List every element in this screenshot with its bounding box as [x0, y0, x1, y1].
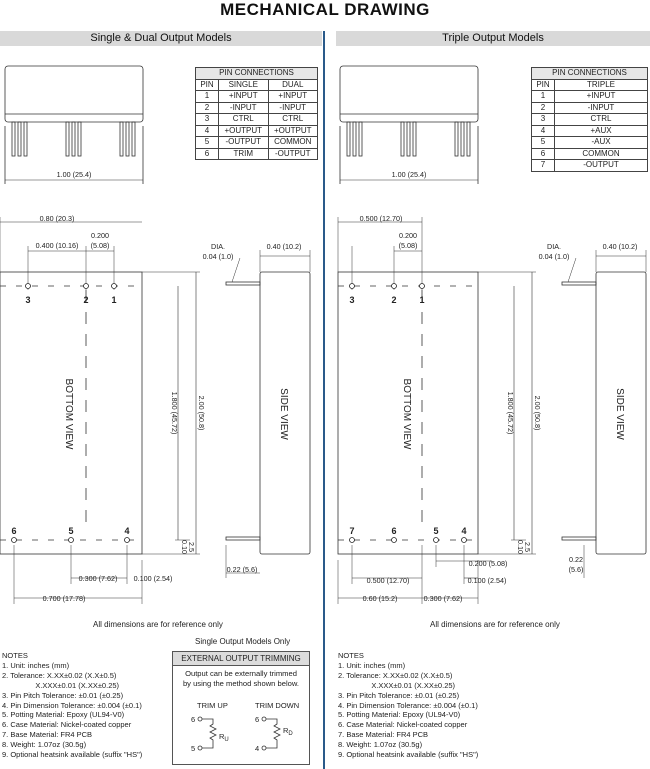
resistor-sub: D — [288, 731, 293, 737]
notes-title: NOTES — [2, 651, 28, 660]
resistor-sub: U — [224, 737, 229, 743]
reference-note: All dimensions are for reference only — [93, 620, 223, 629]
pin-hole — [392, 538, 397, 543]
note-line: 1. Unit: inches (mm) — [2, 660, 70, 670]
trim-up-label: TRIM UP — [197, 701, 228, 710]
cell: 4 — [532, 125, 555, 137]
terminal — [198, 746, 202, 750]
cell: -AUX — [555, 137, 648, 149]
pin — [413, 122, 416, 156]
trim-pin: 5 — [191, 744, 196, 753]
cell: +OUTPUT — [219, 125, 269, 137]
pin — [347, 122, 350, 156]
resistor-r: R — [283, 726, 289, 735]
note-line: 3. Pin Pitch Tolerance: ±0.01 (±0.25) — [338, 690, 460, 700]
dim-label: 0.40 (10.2) — [602, 242, 638, 251]
left-section-header: Single & Dual Output Models — [0, 31, 322, 46]
dim-label: 0.700 (17.78) — [42, 594, 86, 603]
bottom-view-label: BOTTOM VIEW — [63, 378, 74, 450]
dim-label: 0.300 (7.62) — [423, 594, 463, 603]
dim-label: (5.08) — [398, 241, 418, 250]
col-header: DUAL — [268, 79, 318, 91]
pin-number: 6 — [11, 526, 17, 536]
side-pin — [562, 282, 596, 285]
resistor-label — [283, 726, 293, 737]
col-header: PIN — [532, 79, 555, 91]
pin-number: 5 — [68, 526, 74, 536]
cell: CTRL — [555, 114, 648, 126]
trim-text-2: by using the method shown below. — [182, 679, 300, 688]
note-line: 2. Tolerance: X.XX±0.02 (X.X±0.5) — [2, 670, 117, 680]
dim-label: 0.100 (2.54) — [467, 576, 507, 585]
cell: 7 — [532, 160, 555, 172]
dim-label: 0.04 (1.0) — [538, 252, 570, 261]
pin — [461, 122, 464, 156]
cell: 4 — [196, 125, 219, 137]
dim-label: 0.300 (7.62) — [78, 574, 118, 583]
note-line: 4. Pin Dimension Tolerance: ±0.004 (±0.1) — [2, 700, 142, 710]
cell: 1 — [532, 91, 555, 103]
dim-label: DIA. — [547, 242, 561, 251]
resistor-ru — [202, 719, 216, 748]
note-line: 3. Pin Pitch Tolerance: ±0.01 (±0.25) — [2, 690, 124, 700]
resistor-label — [219, 732, 229, 743]
dim-label: 0.400 (10.16) — [35, 241, 79, 250]
dim-label: 0.40 (10.2) — [266, 242, 302, 251]
dim-label: 0.200 — [399, 231, 417, 240]
cell: 3 — [532, 114, 555, 126]
pin-number: 3 — [349, 295, 355, 305]
pin-hole — [392, 284, 397, 289]
trim-pin: 6 — [191, 715, 196, 724]
cell: -OUTPUT — [268, 148, 318, 160]
reference-note: All dimensions are for reference only — [430, 620, 560, 629]
cell: -INPUT — [268, 102, 318, 114]
notes-left — [2, 651, 142, 760]
note-line: 1. Unit: inches (mm) — [338, 660, 406, 670]
side-view-label: SIDE VIEW — [614, 388, 625, 440]
cell: -INPUT — [219, 102, 269, 114]
col-header: TRIPLE — [555, 79, 648, 91]
pin-number: 4 — [124, 526, 130, 536]
pin-number: 2 — [83, 295, 89, 305]
terminal — [198, 717, 202, 721]
col-header: SINGLE — [219, 79, 269, 91]
cell: 5 — [532, 137, 555, 149]
dim-label: 0.10 — [516, 540, 525, 554]
pin-hole — [350, 538, 355, 543]
side-pin — [562, 537, 596, 540]
cell: 2 — [532, 102, 555, 114]
note-line: 9. Optional heatsink available (suffix "HS") — [2, 750, 143, 760]
notes-title: NOTES — [338, 651, 364, 660]
cell: 5 — [196, 137, 219, 149]
cell: 2 — [196, 102, 219, 114]
dim-label: 0.500 (12.70) — [366, 576, 410, 585]
pin-hole — [462, 538, 467, 543]
pin-table-title: PIN CONNECTIONS — [532, 68, 648, 80]
note-line: 6. Case Material: Nickel-coated copper — [338, 720, 468, 730]
cell: +INPUT — [219, 91, 269, 103]
pin-hole — [434, 538, 439, 543]
trim-pin: 4 — [255, 744, 260, 753]
right-section-header: Triple Output Models — [336, 31, 650, 46]
dim-label: (5.6) — [568, 565, 584, 574]
pin — [455, 122, 458, 156]
trim-schematic — [173, 696, 309, 766]
pin-number: 1 — [111, 295, 117, 305]
dim-label: 1.800 (45.72) — [506, 391, 515, 435]
pin-hole — [420, 284, 425, 289]
cell: CTRL — [219, 114, 269, 126]
cell: +AUX — [555, 125, 648, 137]
pin-number: 3 — [25, 295, 31, 305]
cell: 6 — [196, 148, 219, 160]
dim-label: 1.800 (45.72) — [170, 391, 179, 435]
note-line: 7. Base Material: FR4 PCB — [2, 730, 93, 740]
col-header: PIN — [196, 79, 219, 91]
dim-label: 0.10 — [180, 540, 189, 554]
dim-label: 0.100 (2.54) — [133, 574, 173, 583]
dim-label: 1.00 (25.4) — [391, 170, 427, 179]
dim-label: 2.00 (50.8) — [197, 395, 206, 431]
note-line: 5. Potting Material: Epoxy (UL94-V0) — [338, 710, 461, 720]
resistor-rd — [266, 719, 280, 748]
trim-text-1: Output can be externally trimmed — [185, 669, 297, 678]
trim-down-label: TRIM DOWN — [255, 701, 300, 710]
terminal — [262, 746, 266, 750]
trim-box — [172, 651, 310, 765]
dim-label: 2.00 (50.8) — [533, 395, 542, 431]
terminal — [262, 717, 266, 721]
note-line: 5. Potting Material: Epoxy (UL94-V0) — [2, 710, 125, 720]
pin-number: 1 — [419, 295, 425, 305]
cell: CTRL — [268, 114, 318, 126]
pin-number: 7 — [349, 526, 355, 536]
note-line: 2. Tolerance: X.XX±0.02 (X.X±0.5) — [338, 670, 453, 680]
note-line: X.XXX±0.01 (X.XX±0.25) — [338, 680, 456, 690]
pin — [359, 122, 362, 156]
dim-label: 0.200 (5.08) — [468, 559, 508, 568]
dim-label: 0.80 (20.3) — [39, 214, 75, 223]
cell: COMMON — [555, 148, 648, 160]
dim-label: (5.08) — [90, 241, 110, 250]
dim-label: 2.5 — [523, 542, 532, 552]
dim-label: DIA. — [211, 242, 225, 251]
dim-label: 0.60 (15.2) — [362, 594, 398, 603]
cell: 6 — [532, 148, 555, 160]
note-line: 4. Pin Dimension Tolerance: ±0.004 (±0.1) — [338, 700, 478, 710]
note-line: X.XXX±0.01 (X.XX±0.25) — [2, 680, 120, 690]
pin — [467, 122, 470, 156]
resistor-r: R — [219, 732, 225, 741]
trim-caption: Single Output Models Only — [195, 637, 291, 646]
pin — [353, 122, 356, 156]
cell: +INPUT — [555, 91, 648, 103]
dim-label: 1.00 (25.4) — [56, 170, 92, 179]
cell: -OUTPUT — [555, 160, 648, 172]
note-line: 9. Optional heatsink available (suffix "HS") — [338, 750, 479, 760]
cell: +INPUT — [268, 91, 318, 103]
pin — [401, 122, 404, 156]
cell: COMMON — [268, 137, 318, 149]
dim-label: 0.200 — [91, 231, 109, 240]
dim-label: 0.500 (12.70) — [359, 214, 403, 223]
trim-pin: 6 — [255, 715, 260, 724]
page-title: MECHANICAL DRAWING — [220, 0, 430, 19]
cell: 1 — [196, 91, 219, 103]
pin-number: 4 — [461, 526, 467, 536]
cell: 3 — [196, 114, 219, 126]
pin-number: 5 — [433, 526, 439, 536]
note-line: 8. Weight: 1.07oz (30.5g) — [2, 740, 87, 750]
pin-number: 2 — [391, 295, 397, 305]
pin-table-title: PIN CONNECTIONS — [196, 68, 318, 80]
cell: -OUTPUT — [219, 137, 269, 149]
dim-label: 0.04 (1.0) — [202, 252, 234, 261]
note-line: 6. Case Material: Nickel-coated copper — [2, 720, 132, 730]
dim-label: 0.22 (5.6) — [226, 565, 258, 574]
notes-right — [338, 651, 478, 760]
pin-hole — [350, 284, 355, 289]
cell: -INPUT — [555, 102, 648, 114]
pin — [407, 122, 410, 156]
side-view-label: SIDE VIEW — [278, 388, 289, 440]
note-line: 8. Weight: 1.07oz (30.5g) — [338, 740, 423, 750]
note-line: 7. Base Material: FR4 PCB — [338, 730, 429, 740]
dim-label: 2.5 — [187, 542, 196, 552]
dim-label: 0.22 — [569, 555, 583, 564]
pin-number: 6 — [391, 526, 397, 536]
bottom-view-label: BOTTOM VIEW — [401, 378, 412, 450]
cell: +OUTPUT — [268, 125, 318, 137]
cell: TRIM — [219, 148, 269, 160]
trim-header: EXTERNAL OUTPUT TRIMMING — [173, 652, 309, 666]
